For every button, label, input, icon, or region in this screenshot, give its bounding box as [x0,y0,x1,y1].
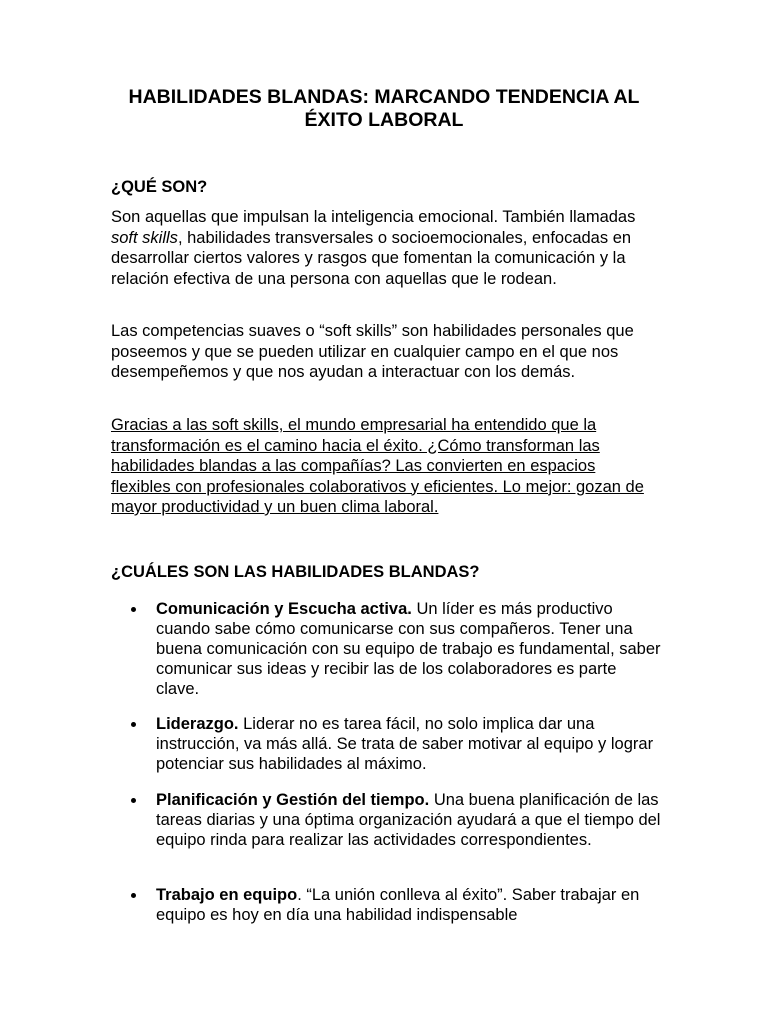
section-heading-que-son: ¿QUÉ SON? [111,178,208,196]
list-item-text [156,599,661,699]
bullet-icon [131,607,136,612]
list-item-description: Un líder es más productivo cuando sabe cómo comunicarse con sus compañeros. Tener una buena comunicación con su equipo de trabajo es fundamental, saber comunicar sus ideas y recibir las de los colaboradores es parte clave. [156,600,661,698]
bullet-icon [131,893,136,898]
paragraph-definition [111,207,656,289]
list-item-term: Liderazgo. [156,715,239,733]
list-item-description: Liderar no es tarea fácil, no solo implica dar una instrucción, va más allá. Se trata de saber motivar al equipo y lograr potenciar sus habilidades al máximo. [156,715,654,773]
list-item-text [156,790,661,850]
paragraph-soft-skills: Las competencias suaves o “soft skills” son habilidades personales que poseemos y que se pueden utilizar en cualquier campo en el que nos desempeñemos y que nos ayudan a interactuar con los demás. [111,322,634,381]
list-item-text [156,714,661,774]
list-item-term: Comunicación y Escucha activa. [156,600,412,618]
bullet-icon [131,798,136,803]
document-title: HABILIDADES BLANDAS: MARCANDO TENDENCIA AL ÉXITO LABORAL [128,86,640,131]
bullet-icon [131,722,136,727]
list-item-description: Una buena planificación de las tareas diarias y una óptima organización ayudará a que el tiempo del equipo rinda para realizar las actividades correspondientes. [156,791,661,849]
paragraph-transformation: Gracias a las soft skills, el mundo empresarial ha entendido que la transformación es el camino hacia el éxito. ¿Cómo transforman las habilidades blandas a las compañías? Las convierten en espacios flexibles con profesionales colaborativos y eficientes. Lo mejor: gozan de mayor productividad y un buen clima laboral. [111,416,644,516]
paragraph-definition-text-b: , habilidades transversales o socioemocionales, enfocadas en desarrollar ciertos valores y rasgos que fomentan la comunicación y la relación efectiva de una persona con aquellas que le rodean. [111,228,632,288]
list-item-text [156,885,661,925]
list-item-term: Trabajo en equipo [156,886,298,904]
paragraph-definition-text-a: Son aquellas que impulsan la inteligencia emocional. También llamadas [111,208,636,226]
list-item-description: . “La unión conlleva al éxito”. Saber trabajar en equipo es hoy en día una habilidad indispensable [156,886,640,924]
section-heading-cuales-son: ¿CUÁLES SON LAS HABILIDADES BLANDAS? [111,563,480,581]
list-item-term: Planificación y Gestión del tiempo. [156,791,430,809]
soft-skills-emphasis: soft skills [111,228,178,247]
